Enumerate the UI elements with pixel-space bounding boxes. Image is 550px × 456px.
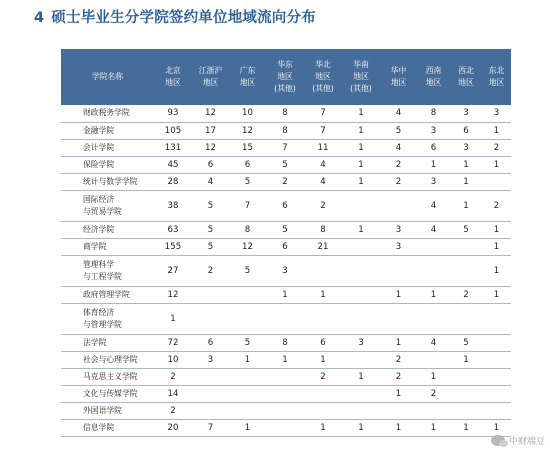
table-row [61, 105, 511, 122]
cell-value: 1 [342, 105, 380, 122]
header-line: (其他) [274, 84, 296, 93]
page-title [34, 6, 316, 27]
college-name [61, 221, 154, 238]
cell-value: 6 [417, 139, 450, 156]
cell-value: 1 [342, 221, 380, 238]
table-row [61, 156, 511, 173]
cell-value: 5 [450, 221, 482, 238]
table-row [61, 190, 511, 221]
college-name-line: 社会与心理学院 [83, 354, 138, 364]
cell-value: 93 [154, 105, 192, 122]
cell-value: 3 [417, 173, 450, 190]
cell-value: 5 [192, 190, 229, 221]
cell-value [229, 303, 266, 334]
header-region-8 [417, 49, 450, 105]
cell-value: 2 [266, 173, 304, 190]
cell-value [192, 303, 229, 334]
cell-value: 5 [229, 255, 266, 286]
cell-value: 10 [154, 351, 192, 368]
cell-value: 7 [192, 419, 229, 436]
header-line: 地区 [315, 72, 331, 81]
cell-value: 2 [154, 368, 192, 385]
cell-value [450, 255, 482, 286]
cell-value [380, 402, 417, 419]
cell-value: 1 [342, 368, 380, 385]
cell-value: 2 [450, 286, 482, 303]
cell-value [342, 255, 380, 286]
college-name [61, 173, 154, 190]
cell-value: 2 [482, 190, 511, 221]
cell-value [482, 402, 511, 419]
table-row [61, 139, 511, 156]
cell-value: 3 [342, 334, 380, 351]
cell-value: 4 [417, 221, 450, 238]
cell-value: 2 [380, 156, 417, 173]
cell-value [304, 402, 342, 419]
cell-value: 4 [304, 156, 342, 173]
cell-value: 1 [482, 286, 511, 303]
cell-value [450, 238, 482, 255]
cell-value: 1 [482, 238, 511, 255]
college-name [61, 105, 154, 122]
cell-value [380, 255, 417, 286]
cell-value: 2 [380, 351, 417, 368]
header-region-3 [229, 49, 266, 105]
header-line: 地区 [277, 72, 293, 81]
cell-value [192, 368, 229, 385]
cell-value: 2 [417, 385, 450, 402]
cell-value: 1 [304, 419, 342, 436]
cell-value: 45 [154, 156, 192, 173]
cell-value [482, 385, 511, 402]
cell-value: 5 [229, 173, 266, 190]
cell-value: 5 [266, 156, 304, 173]
cell-value [229, 402, 266, 419]
cell-value: 3 [380, 238, 417, 255]
cell-value: 1 [266, 286, 304, 303]
cell-value [342, 238, 380, 255]
header-line: 地区 [390, 78, 407, 87]
header-line: 江浙沪 [198, 66, 223, 75]
header-line: (其他) [312, 84, 334, 93]
cell-value: 5 [192, 238, 229, 255]
cell-value: 1 [342, 419, 380, 436]
cell-value: 8 [266, 105, 304, 122]
cell-value: 12 [229, 238, 266, 255]
cell-value: 4 [417, 190, 450, 221]
cell-value [229, 286, 266, 303]
cell-value: 8 [304, 221, 342, 238]
college-name [61, 190, 154, 221]
cell-value [380, 190, 417, 221]
cell-value [304, 385, 342, 402]
cell-value: 8 [266, 122, 304, 139]
cell-value: 1 [342, 139, 380, 156]
cell-value: 21 [304, 238, 342, 255]
title-text: 硕士毕业生分学院签约单位地域流向分布 [51, 10, 316, 26]
cell-value: 4 [380, 105, 417, 122]
cell-value: 6 [229, 156, 266, 173]
cell-value [192, 385, 229, 402]
cell-value: 1 [417, 368, 450, 385]
cell-value: 5 [266, 221, 304, 238]
header-region-5 [304, 49, 342, 105]
cell-value: 10 [229, 105, 266, 122]
college-name [61, 139, 154, 156]
cell-value: 1 [342, 122, 380, 139]
college-name-line: 商学院 [83, 241, 107, 251]
college-name-line: 保险学院 [83, 159, 115, 169]
college-name-line: 金融学院 [83, 125, 115, 135]
cell-value: 3 [482, 105, 511, 122]
cell-value [229, 368, 266, 385]
cell-value: 6 [266, 238, 304, 255]
table-row [61, 385, 511, 402]
cell-value: 4 [380, 139, 417, 156]
college-name [61, 255, 154, 286]
cell-value [482, 368, 511, 385]
college-name-line: 马克思主义学院 [83, 371, 138, 381]
cell-value [417, 351, 450, 368]
cell-value [266, 385, 304, 402]
cell-value: 5 [380, 122, 417, 139]
cell-value [266, 368, 304, 385]
header-region-9 [450, 49, 482, 105]
cell-value: 1 [482, 156, 511, 173]
cell-value [450, 385, 482, 402]
college-name [61, 402, 154, 419]
cell-value: 1 [380, 334, 417, 351]
table-row [61, 334, 511, 351]
cell-value: 7 [266, 139, 304, 156]
cell-value: 7 [304, 105, 342, 122]
college-name [61, 351, 154, 368]
header-line: 地区 [165, 78, 181, 87]
cell-value [304, 303, 342, 334]
header-line: 地区 [239, 78, 256, 87]
cell-value: 2 [304, 190, 342, 221]
college-name [61, 368, 154, 385]
cell-value [450, 368, 482, 385]
cell-value: 1 [304, 286, 342, 303]
college-name [61, 122, 154, 139]
title-number: 4 [34, 10, 45, 26]
cell-value: 7 [304, 122, 342, 139]
table-row [61, 368, 511, 385]
cell-value: 1 [229, 419, 266, 436]
college-name-line: 体育经济 [83, 307, 115, 317]
cell-value: 12 [229, 122, 266, 139]
cell-value: 15 [229, 139, 266, 156]
cell-value [482, 173, 511, 190]
cell-value: 1 [154, 303, 192, 334]
cell-value: 1 [417, 286, 450, 303]
header-region-4 [266, 49, 304, 105]
college-name [61, 286, 154, 303]
cell-value [450, 402, 482, 419]
header-line: 地区 [488, 78, 505, 87]
cell-value: 1 [380, 385, 417, 402]
cell-value: 1 [417, 156, 450, 173]
header-line: 西南 [425, 66, 442, 75]
table-row [61, 173, 511, 190]
cell-value: 1 [417, 419, 450, 436]
cell-value: 17 [192, 122, 229, 139]
cell-value: 11 [304, 139, 342, 156]
college-name-line: 政府管理学院 [83, 289, 130, 299]
cell-value: 5 [229, 334, 266, 351]
cell-value [192, 402, 229, 419]
cell-value [342, 351, 380, 368]
cell-value: 1 [450, 419, 482, 436]
cell-value [417, 255, 450, 286]
table-row [61, 255, 511, 286]
college-name-line: 经济学院 [83, 224, 115, 234]
cell-value [266, 402, 304, 419]
cell-value [342, 402, 380, 419]
table-row [61, 303, 511, 334]
cell-value: 4 [304, 173, 342, 190]
header-line: 华中 [390, 66, 407, 75]
table-row [61, 221, 511, 238]
cell-value [482, 351, 511, 368]
college-name-line: 与贸易学院 [83, 206, 122, 216]
cell-value: 1 [450, 173, 482, 190]
cell-value: 1 [450, 190, 482, 221]
cell-value [417, 303, 450, 334]
header-line: 东北 [488, 66, 505, 75]
cell-value: 1 [482, 122, 511, 139]
cell-value: 1 [482, 255, 511, 286]
cell-value: 6 [304, 334, 342, 351]
header-line: 地区 [353, 72, 369, 81]
cell-value: 4 [417, 334, 450, 351]
college-name-line: 与工程学院 [83, 271, 122, 281]
college-name-line: 财政税务学院 [83, 108, 130, 118]
cell-value [380, 303, 417, 334]
header-line: 华东 [277, 60, 293, 69]
table-row [61, 402, 511, 419]
cell-value: 38 [154, 190, 192, 221]
header-line: 西北 [458, 66, 474, 75]
cell-value [342, 190, 380, 221]
cell-value [266, 419, 304, 436]
college-name-line: 信息学院 [83, 422, 115, 432]
cell-value: 72 [154, 334, 192, 351]
college-name [61, 419, 154, 436]
cell-value [342, 303, 380, 334]
cell-value [482, 334, 511, 351]
cell-value: 6 [450, 122, 482, 139]
table-row [61, 238, 511, 255]
college-name [61, 238, 154, 255]
header-line: 地区 [458, 78, 474, 87]
header-line: 北京 [165, 66, 181, 75]
cell-value: 7 [229, 190, 266, 221]
header-region-7 [380, 49, 417, 105]
header-region-2 [192, 49, 229, 105]
watermark [491, 434, 545, 447]
header-region-1 [154, 49, 192, 105]
cell-value: 8 [417, 105, 450, 122]
cell-value: 1 [482, 221, 511, 238]
cell-value: 2 [192, 255, 229, 286]
header-line: 学院名称 [91, 72, 124, 81]
header-line: 地区 [202, 78, 219, 87]
college-name [61, 385, 154, 402]
table-row [61, 122, 511, 139]
header-region-6 [342, 49, 380, 105]
cell-value [417, 402, 450, 419]
cell-value [450, 303, 482, 334]
cell-value: 5 [450, 334, 482, 351]
college-name-line: 法学院 [83, 337, 107, 347]
cell-value: 3 [266, 255, 304, 286]
college-name-line: 会计学院 [83, 142, 115, 152]
cell-value [266, 303, 304, 334]
cell-value: 12 [192, 105, 229, 122]
header-line: 地区 [425, 78, 442, 87]
college-name [61, 334, 154, 351]
cell-value: 2 [304, 368, 342, 385]
cell-value: 3 [450, 105, 482, 122]
college-name-line: 国际经济 [83, 194, 115, 204]
cell-value: 1 [266, 351, 304, 368]
cell-value: 27 [154, 255, 192, 286]
cell-value: 8 [229, 221, 266, 238]
cell-value [482, 303, 511, 334]
cell-value: 1 [229, 351, 266, 368]
cell-value: 1 [482, 419, 511, 436]
cell-value: 131 [154, 139, 192, 156]
cell-value: 6 [192, 156, 229, 173]
wechat-icon [491, 435, 505, 446]
college-name-line: 与管理学院 [83, 319, 122, 329]
cell-value: 28 [154, 173, 192, 190]
cell-value: 63 [154, 221, 192, 238]
header-line: 华南 [353, 60, 369, 69]
cell-value: 8 [266, 334, 304, 351]
table-row [61, 419, 511, 436]
cell-value: 6 [192, 334, 229, 351]
cell-value: 2 [154, 402, 192, 419]
cell-value: 2 [482, 139, 511, 156]
college-name [61, 303, 154, 334]
cell-value: 105 [154, 122, 192, 139]
cell-value: 2 [380, 368, 417, 385]
cell-value: 3 [380, 221, 417, 238]
header-college-name [61, 49, 154, 105]
region-distribution-table [61, 49, 511, 437]
cell-value: 6 [266, 190, 304, 221]
college-name-line: 外国语学院 [83, 405, 122, 415]
cell-value: 12 [154, 286, 192, 303]
cell-value: 3 [417, 122, 450, 139]
table-header-row [61, 49, 511, 105]
cell-value: 1 [380, 419, 417, 436]
cell-value: 1 [304, 351, 342, 368]
cell-value [342, 385, 380, 402]
cell-value: 3 [192, 351, 229, 368]
cell-value: 1 [380, 286, 417, 303]
cell-value: 1 [450, 156, 482, 173]
cell-value: 2 [380, 173, 417, 190]
cell-value [192, 286, 229, 303]
cell-value: 14 [154, 385, 192, 402]
header-line: 华北 [315, 60, 331, 69]
watermark-text: 中财端豆 [508, 437, 545, 447]
college-name-line: 统计与数学学院 [83, 176, 138, 186]
cell-value [229, 385, 266, 402]
table-row [61, 286, 511, 303]
college-name-line: 管理科学 [83, 259, 115, 269]
cell-value: 12 [192, 139, 229, 156]
cell-value: 5 [192, 221, 229, 238]
college-name-line: 文化与传媒学院 [83, 388, 138, 398]
cell-value: 4 [192, 173, 229, 190]
cell-value [417, 238, 450, 255]
header-line: (其他) [350, 84, 372, 93]
cell-value: 3 [450, 139, 482, 156]
cell-value: 1 [342, 156, 380, 173]
cell-value: 1 [342, 173, 380, 190]
college-name [61, 156, 154, 173]
header-region-10 [482, 49, 511, 105]
cell-value: 155 [154, 238, 192, 255]
cell-value: 1 [450, 351, 482, 368]
cell-value [342, 286, 380, 303]
header-line: 广东 [239, 66, 256, 75]
cell-value [304, 255, 342, 286]
cell-value: 20 [154, 419, 192, 436]
table-row [61, 351, 511, 368]
